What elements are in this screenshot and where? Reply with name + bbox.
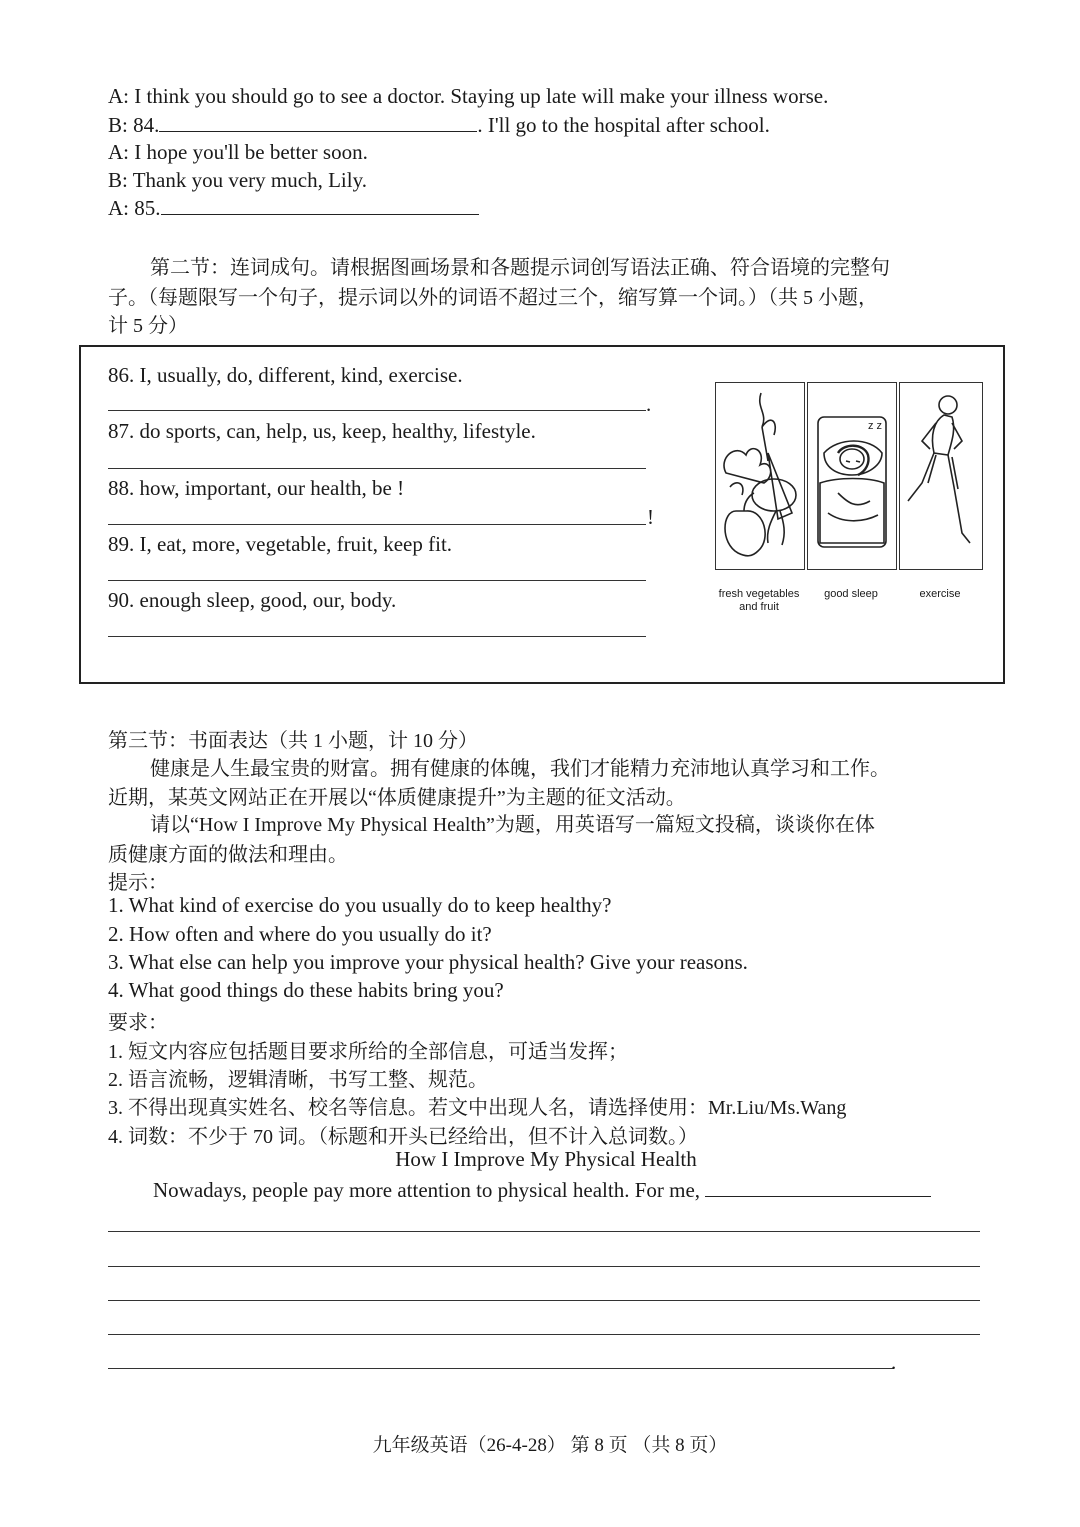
question-number: 84. <box>133 113 160 137</box>
sleep-z-mark: z z <box>868 420 883 432</box>
end-punct-86: . <box>646 392 652 416</box>
speaker: A: <box>108 84 129 108</box>
requirement-4: 4. 词数：不少于 70 词。（标题和开头已经给出，但不计入总词数。） <box>108 1126 698 1148</box>
line-text: I hope you'll be better soon. <box>129 140 368 164</box>
caption-good-sleep: good sleep <box>824 588 878 600</box>
essay-line-4[interactable] <box>108 1334 980 1335</box>
exercise-panel <box>899 382 983 570</box>
essay-end-dot: . <box>891 1350 897 1374</box>
page-footer: 九年级英语（26-4-28） 第 8 页 （共 8 页） <box>372 1435 728 1456</box>
dialogue-line-a1 <box>108 84 828 109</box>
speaker: A: <box>108 196 129 220</box>
caption-fresh-vegetables: fresh vegetables and fruit <box>718 588 800 613</box>
section3-para1-line2: 近期，某英文网站正在开展以“体质健康提升”为主题的征文活动。 <box>108 787 686 809</box>
section2-instruction-line1: 第二节：连词成句。请根据图画场景和各题提示词创写语法正确、符合语境的完整句 <box>150 257 890 279</box>
section2-instruction-line2: 子。（每题限写一个句子，提示词以外的词语不超过三个，缩写算一个词。）（共 5 小题， <box>108 287 878 309</box>
speaker: B: <box>108 113 128 137</box>
end-punct-88: ! <box>647 505 654 529</box>
dialogue-line-b84 <box>108 113 770 138</box>
speaker: B: <box>108 168 128 192</box>
dialogue-line-b2 <box>108 168 367 193</box>
section3-heading: 第三节：书面表达（共 1 小题，计 10 分） <box>108 730 478 752</box>
caption-exercise: exercise <box>919 588 961 600</box>
section3-para2-line2: 质健康方面的做法和理由。 <box>108 844 348 866</box>
question-90: 90. enough sleep, good, our, body. <box>108 588 397 612</box>
dialogue-line-a2 <box>108 140 368 165</box>
question-number: 85. <box>134 196 161 220</box>
dialogue-line-a85 <box>108 196 479 221</box>
good-sleep-panel <box>807 382 897 570</box>
speaker: A: <box>108 140 129 164</box>
sleeping-person-icon <box>808 383 896 569</box>
vegetables-fruit-panel <box>715 382 805 570</box>
line-text: . I'll go to the hospital after school. <box>477 113 770 137</box>
requirement-2: 2. 语言流畅，逻辑清晰，书写工整、规范。 <box>108 1069 488 1091</box>
essay-start-text: Nowadays, people pay more attention to physical health. For me, <box>153 1178 701 1202</box>
answer-line-86[interactable] <box>108 410 646 411</box>
answer-line-88[interactable] <box>108 524 646 525</box>
tips-label: 提示： <box>108 872 168 894</box>
answer-line-89[interactable] <box>108 580 646 581</box>
question-88: 88. how, important, our health, be ! <box>108 476 405 500</box>
tip-3: 3. What else can help you improve your physical health? Give your reasons. <box>108 950 748 974</box>
section3-para1-line1: 健康是人生最宝贵的财富。拥有健康的体魄，我们才能精力充沛地认真学习和工作。 <box>150 758 890 780</box>
answer-blank-84[interactable] <box>159 113 477 132</box>
vegetables-fruit-icon <box>716 383 804 569</box>
line-text: Thank you very much, Lily. <box>127 168 367 192</box>
question-87: 87. do sports, can, help, us, keep, healthy, lifestyle. <box>108 419 536 443</box>
requirement-3: 3. 不得出现真实姓名、校名等信息。若文中出现人名，请选择使用：Mr.Liu/Ms.Wang <box>108 1097 847 1119</box>
essay-line-1[interactable] <box>108 1231 980 1232</box>
answer-line-90[interactable] <box>108 636 646 637</box>
question-89: 89. I, eat, more, vegetable, fruit, keep fit. <box>108 532 453 556</box>
tip-1: 1. What kind of exercise do you usually do to keep healthy? <box>108 893 612 917</box>
essay-title: How I Improve My Physical Health <box>395 1147 697 1171</box>
question-86: 86. I, usually, do, different, kind, exercise. <box>108 363 463 387</box>
essay-start <box>153 1178 931 1203</box>
running-person-icon <box>900 383 982 569</box>
essay-line-2[interactable] <box>108 1266 980 1267</box>
essay-first-blank[interactable] <box>705 1178 931 1197</box>
line-text: I think you should go to see a doctor. Staying up late will make your illness worse. <box>129 84 829 108</box>
requirement-1: 1. 短文内容应包括题目要求所给的全部信息，可适当发挥； <box>108 1041 628 1063</box>
essay-line-3[interactable] <box>108 1300 980 1301</box>
section3-para2-line1: 请以“How I Improve My Physical Health”为题，用英语写一篇短文投稿，谈谈你在体 <box>150 814 875 836</box>
tip-4: 4. What good things do these habits bring you? <box>108 978 504 1002</box>
answer-line-87[interactable] <box>108 468 646 469</box>
tip-2: 2. How often and where do you usually do it? <box>108 922 492 946</box>
requirements-label: 要求： <box>108 1012 168 1034</box>
section2-instruction-line3: 计 5 分） <box>108 315 188 337</box>
answer-blank-85[interactable] <box>161 196 479 215</box>
essay-line-5[interactable] <box>108 1368 894 1369</box>
